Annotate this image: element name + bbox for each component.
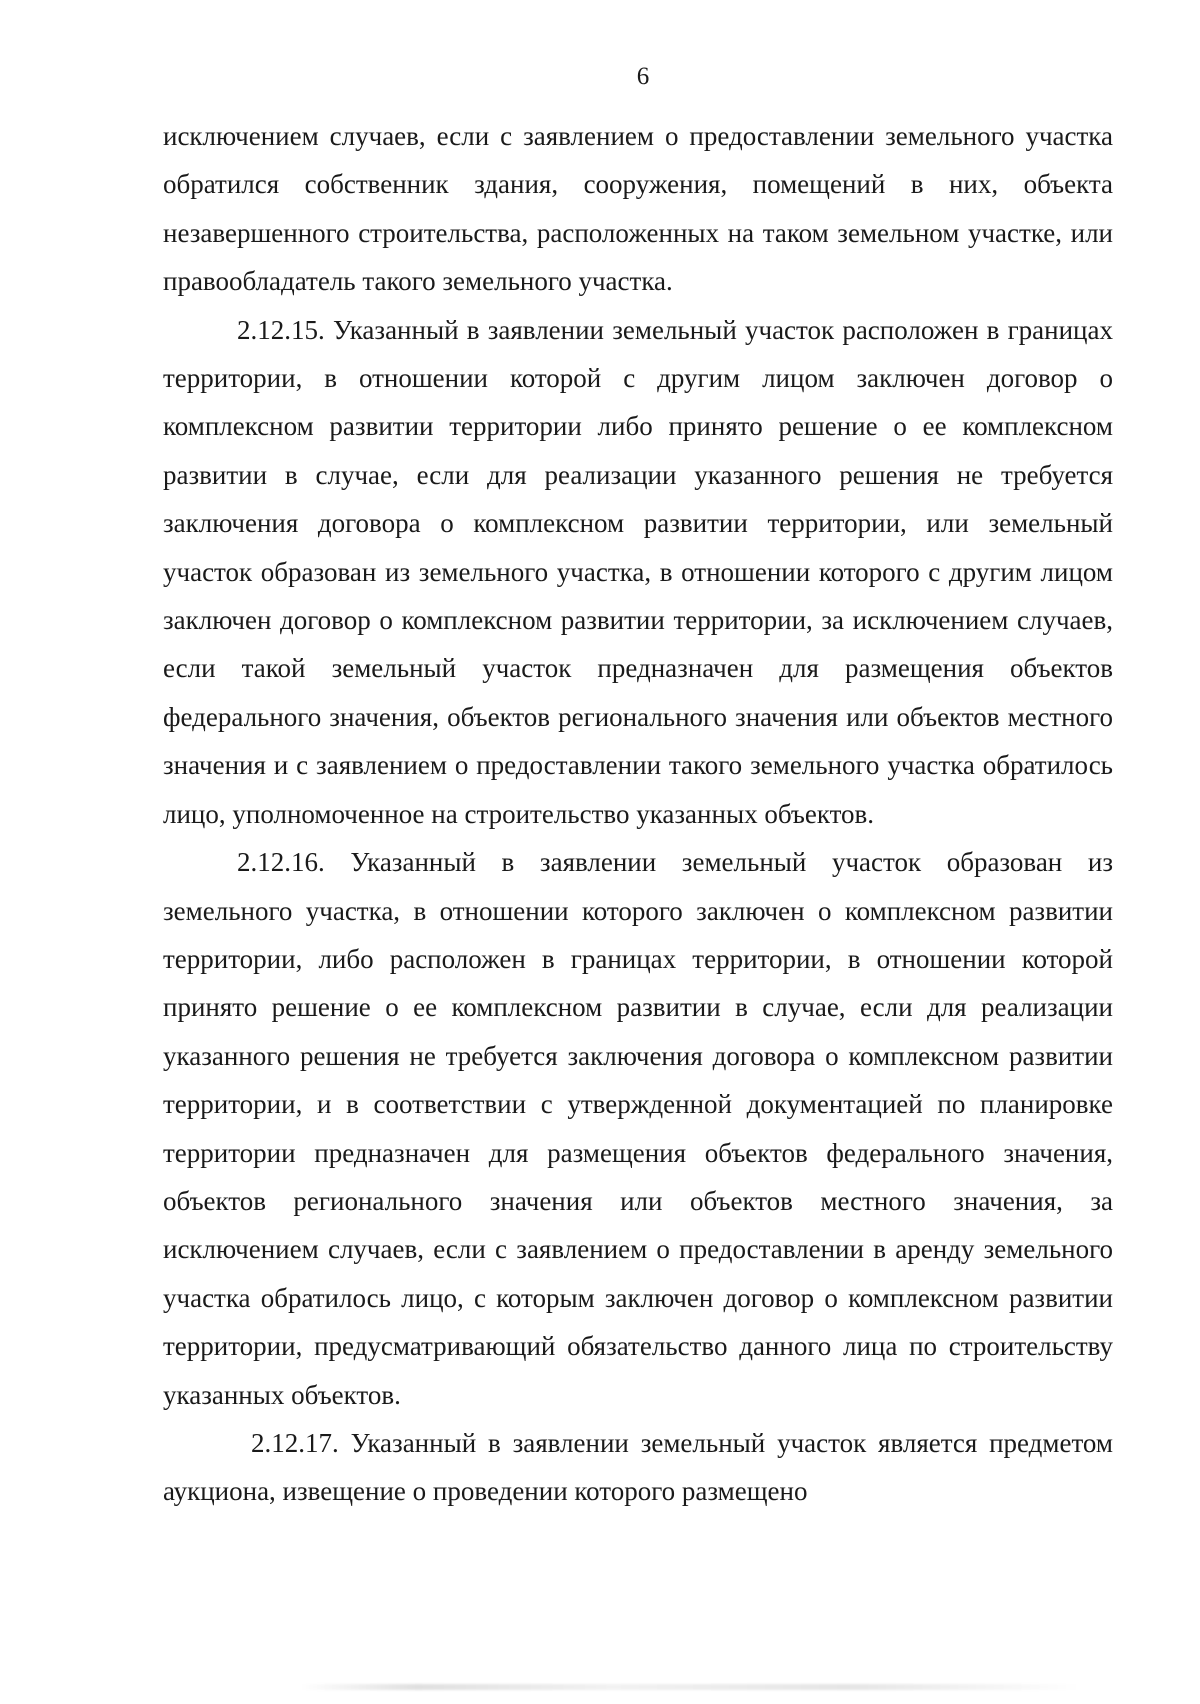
paragraph-2-12-17: 2.12.17. Указанный в заявлении земельный участок является предметом аукциона, извещение о проведении которого размещено xyxy=(163,1427,1113,1507)
paragraph-2-12-15: 2.12.15. Указанный в заявлении земельный участок расположен в границах территории, в отношении которой с другим лицом заключен договор о комплексном развитии территории либо принято решение о ее комплексном развитии в случае, если для реализации указанного решения не требуется заключения договора о комплексном развитии территории, или земельный участок образован из земельного участка, в отношении которого с другим лицом заключен договор о комплексном развитии территории, за исключением случаев, если такой земельный участок предназначен для размещения объектов федерального значения, объектов регионального значения или объектов местного значения и с заявлением о предоставлении такого земельного участка обратилось лицо, уполномоченное на строительство указанных объектов. xyxy=(163,314,1113,829)
paragraph-2-12-16: 2.12.16. Указанный в заявлении земельный участок образован из земельного участка, в отношении которого заключен о комплексном развитии территории, либо расположен в границах территории, в отношении которой принято решение о ее комплексном развитии в случае, если для реализации указанного решения не требуется заключения договора о комплексном развитии территории, и в соответствии с утвержденной документацией по планировке территории предназначен для размещения объектов федерального значения, объектов регионального значения или объектов местного значения, за исключением случаев, если с заявлением о предоставлении в аренду земельного участка обратилось лицо, с которым заключен договор о комплексном развитии территории, предусматривающий обязательство данного лица по строительству указанных объектов. xyxy=(163,847,1113,1410)
paragraph-continuation: исключением случаев, если с заявлением о предоставлении земельного участка обратился собственник здания, сооружения, помещений в них, объекта незавершенного строительства, расположенных на таком земельном участке, или правообладатель такого земельного участка. xyxy=(163,121,1113,297)
document-body xyxy=(163,112,1113,1516)
scan-edge-artifact xyxy=(300,1684,1080,1690)
page-number: 6 xyxy=(636,63,650,90)
